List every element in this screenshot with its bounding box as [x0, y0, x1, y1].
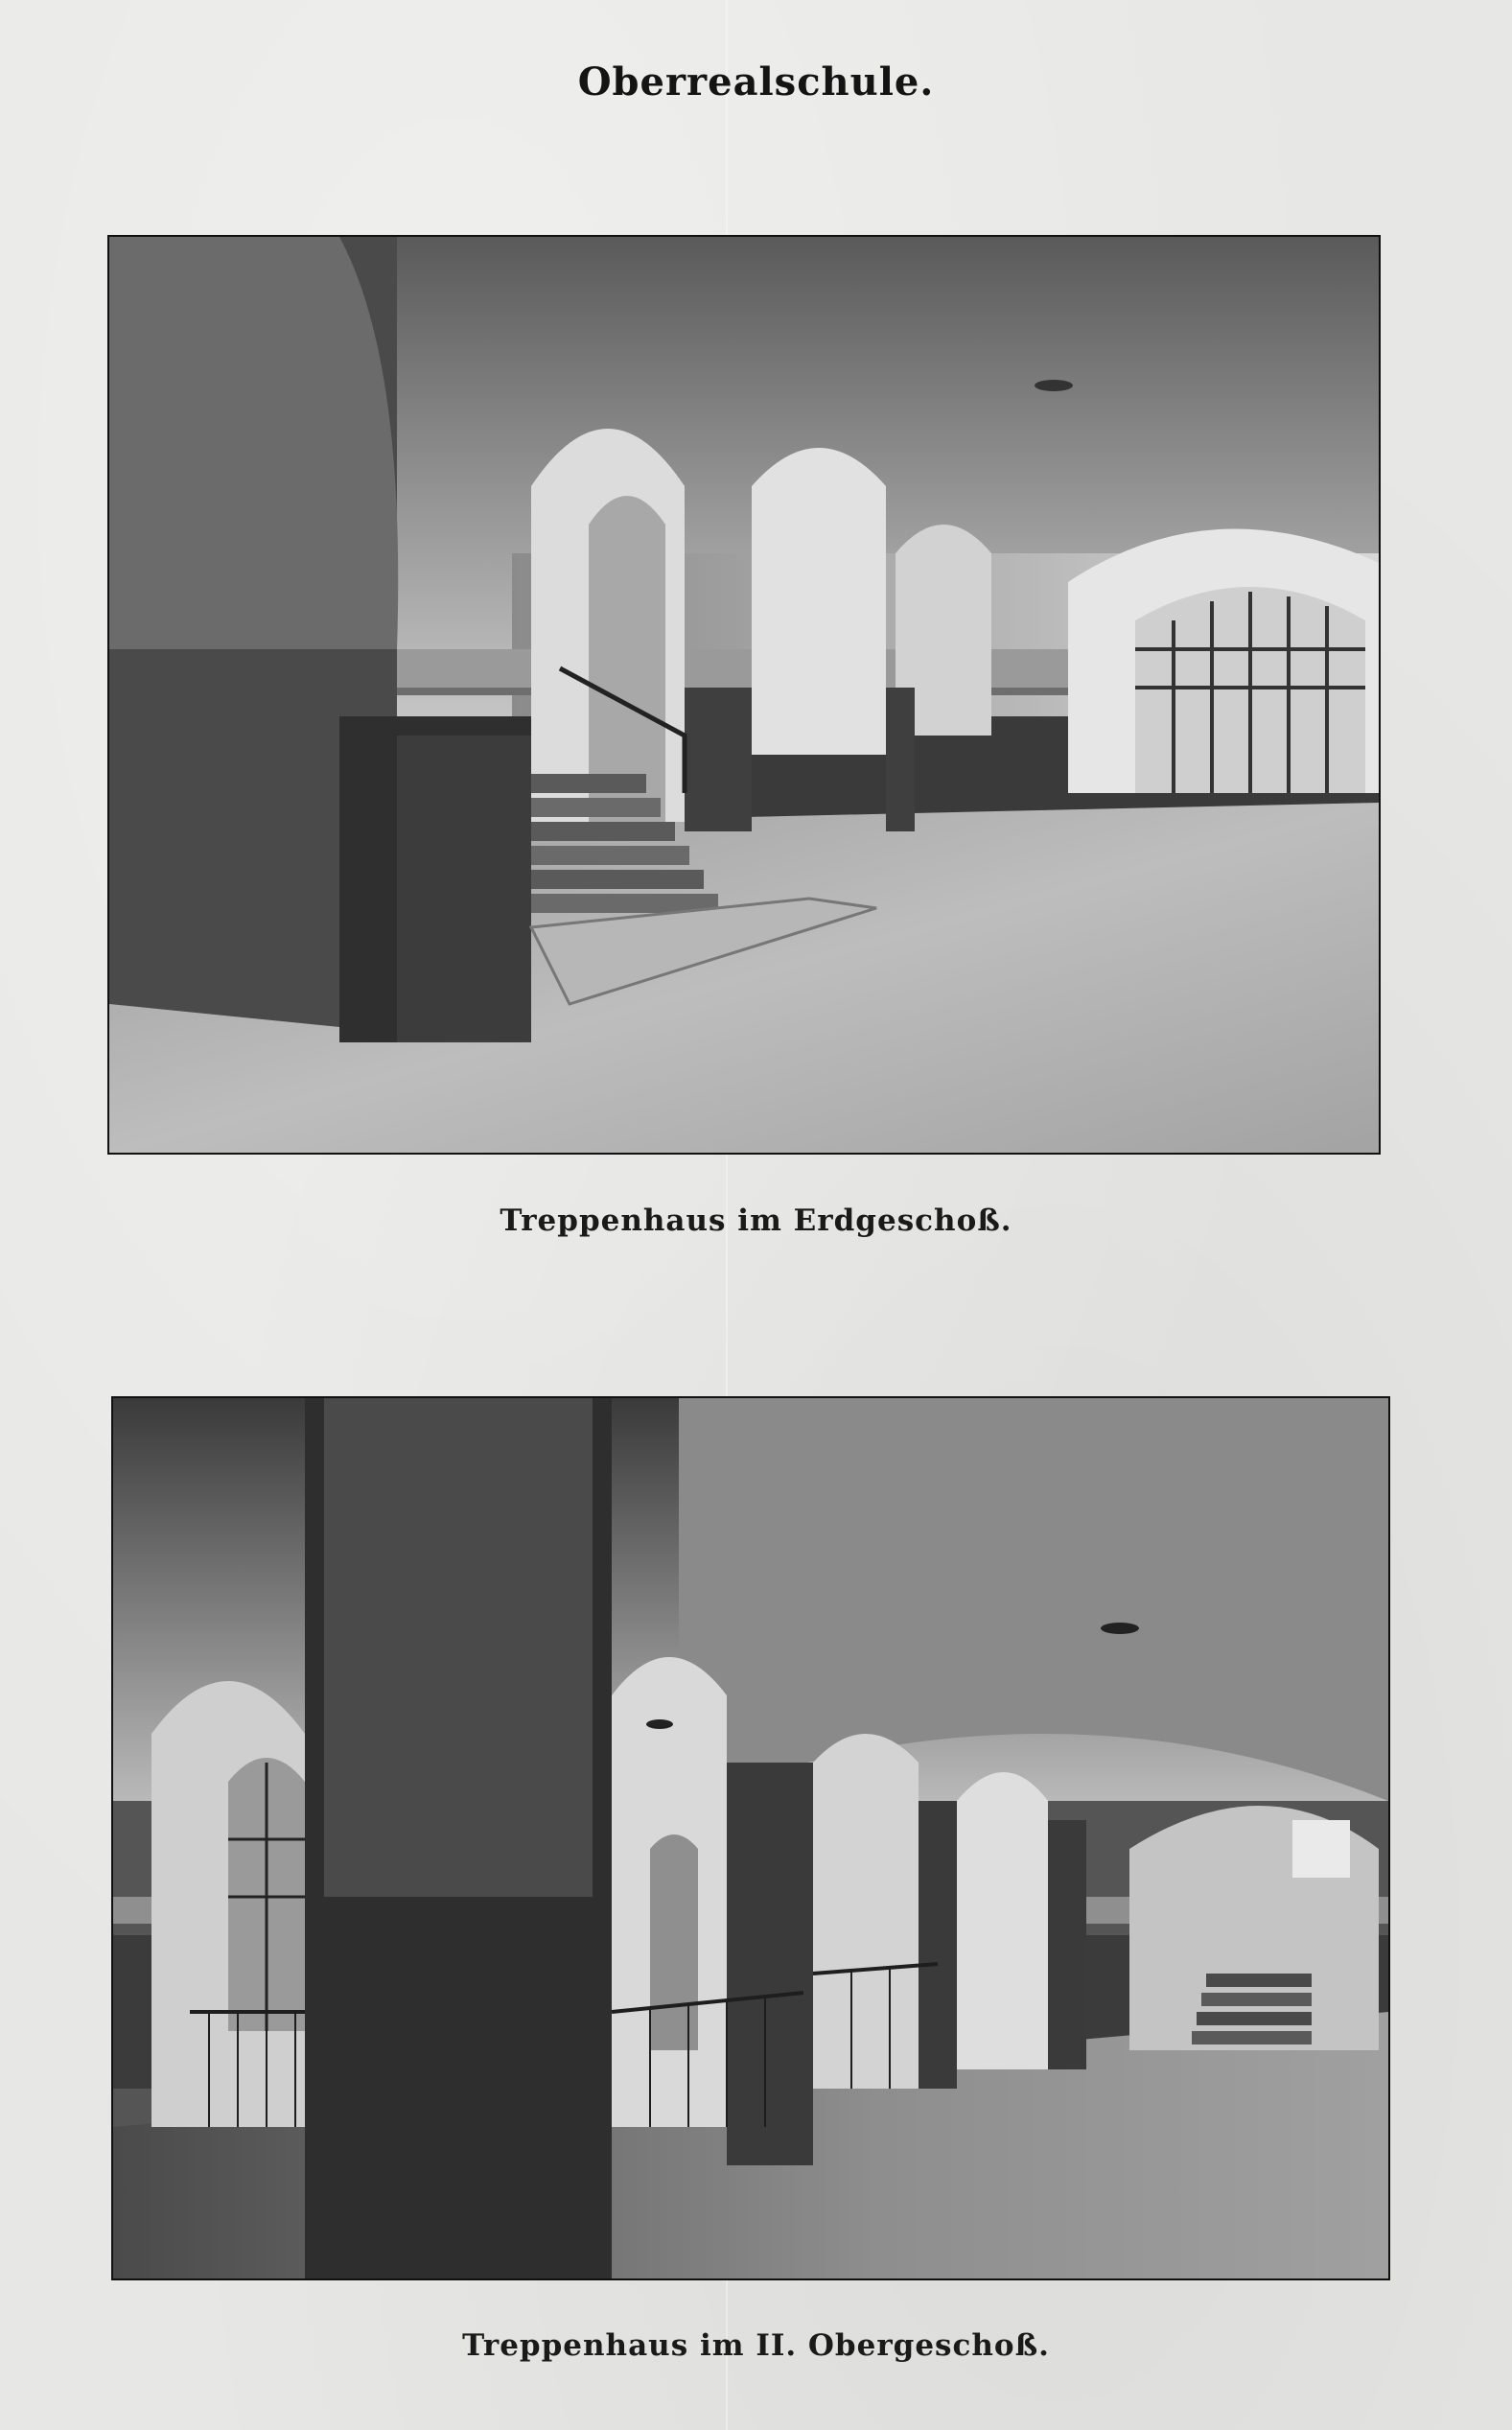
caption-ground-floor: Treppenhaus im Erdgeschoß.: [500, 1203, 1012, 1238]
caption-second-upper-floor: Treppenhaus im II. Obergeschoß.: [462, 2328, 1050, 2363]
photo-second-floor-staircase: [111, 1396, 1390, 2280]
photo-ground-floor-staircase: [107, 235, 1381, 1155]
page-title: Oberrealschule.: [577, 59, 935, 105]
